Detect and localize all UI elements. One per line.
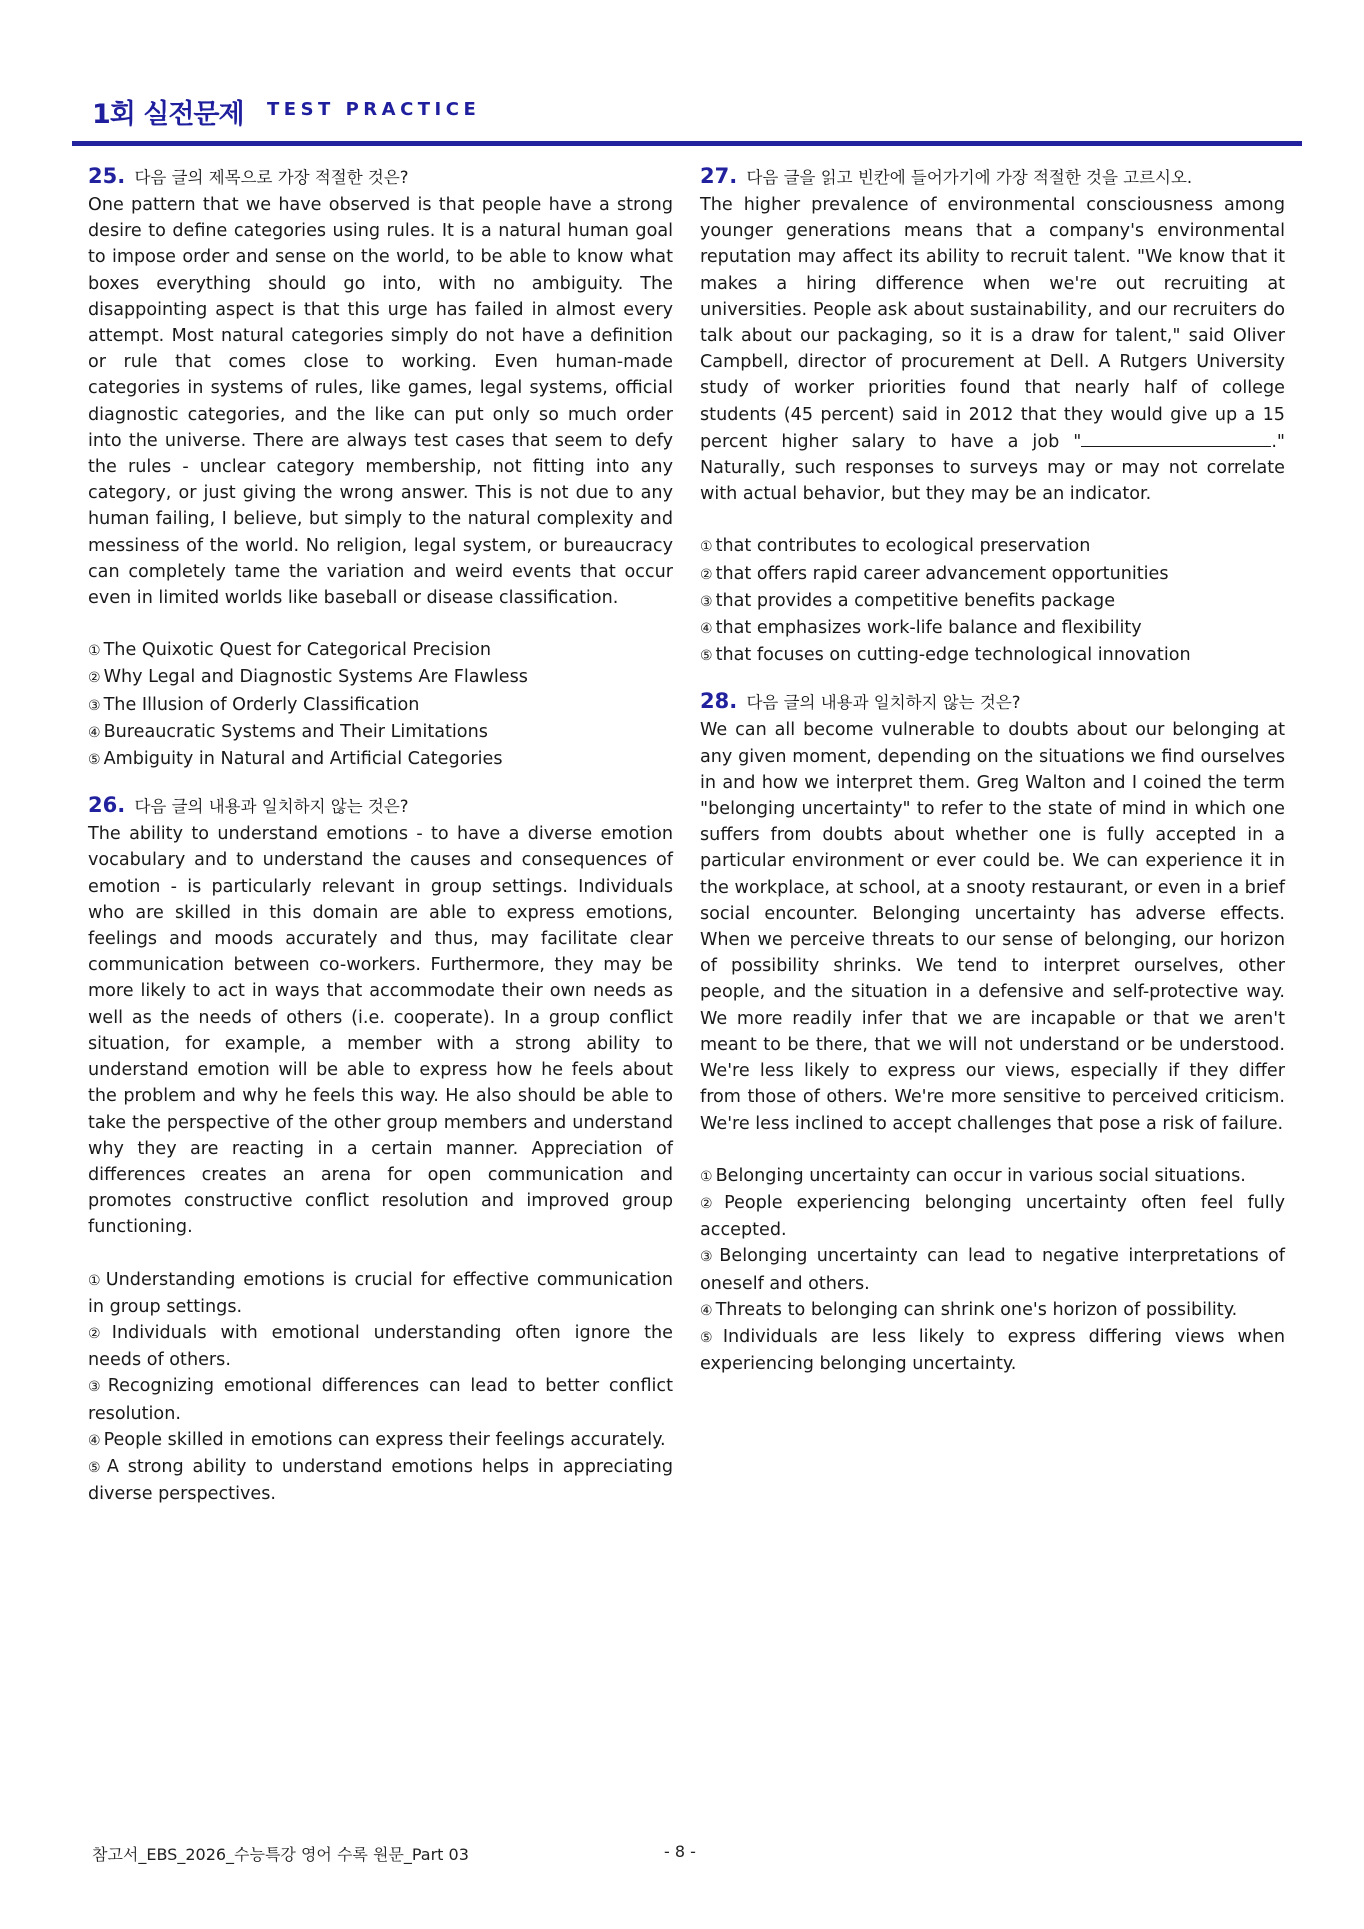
choice-text: A strong ability to understand emotions helps in appreciating diverse perspectives. xyxy=(88,1456,673,1505)
choice-item[interactable] xyxy=(88,1267,673,1320)
passage-before-blank: The higher prevalence of environmental consciousness among younger generations means that a company's environmental reputation may affect its ability to recruit talent. "We know that it makes a hiring difference when we're out recruiting at universities. People ask about sustainability, and our recruiters do talk about our packaging, so it is a draw for talent," said Oliver Campbell, director of procurement at Dell. A Rutgers University study of worker priorities found that nearly half of college students (45 percent) said in 2012 that they would give up a 15 percent higher salary to have a job " xyxy=(700,195,1285,452)
choice-item[interactable] xyxy=(88,692,673,719)
answer-blank xyxy=(1081,428,1271,447)
choice-marker: ③ xyxy=(88,1379,105,1396)
choice-text: The Quixotic Quest for Categorical Precision xyxy=(103,640,491,661)
question-prompt: 다음 글의 내용과 일치하지 않는 것은? xyxy=(746,693,1021,713)
question-number: 25. xyxy=(88,164,126,188)
choice-text: that offers rapid career advancement opportunities xyxy=(715,563,1169,584)
question-26 xyxy=(88,791,673,1507)
choice-item[interactable] xyxy=(700,588,1285,615)
page-title: 1회 실전문제 xyxy=(92,99,244,130)
choice-marker: ① xyxy=(88,1272,103,1289)
footer-reference: 참고서_EBS_2026_수능특강 영어 수록 원문_Part 03 xyxy=(92,1845,469,1864)
answer-choices xyxy=(700,533,1285,669)
choice-text: Individuals are less likely to express differing views when experiencing belonging uncertainty. xyxy=(700,1326,1285,1375)
question-prompt: 다음 글을 읽고 빈칸에 들어가기에 가장 적절한 것을 고르시오. xyxy=(746,168,1193,187)
choice-text: Belonging uncertainty can occur in various social situations. xyxy=(715,1165,1246,1186)
passage-after-blank: ." Naturally, such responses to surveys may or may not correlate with actual behavior, but they may be an indicator. xyxy=(700,431,1285,505)
choice-marker: ④ xyxy=(700,1302,713,1319)
choice-marker: ① xyxy=(700,539,713,556)
question-passage: We can all become vulnerable to doubts about our belonging at any given moment, depending on the situations we find ourselves in and how we interpret them. Greg Walton and I coined the term "belonging uncertainty" to refer to the state of mind in which one suffers from doubts about whether one is fully accepted in a particular environment or ever could be. We can experience it in the workplace, at school, at a snooty restaurant, or even in a brief social encounter. Belonging uncertainty has adverse effects. When we perceive threats to our sense of belonging, our horizon of possibility shrinks. We tend to interpret ourselves, other people, and the situation in a defensive and self-protective way. We more readily infer that we are incapable or that we aren't meant to be there, that we will not understand or be understood. We're less likely to express our views, especially if they differ from those of others. We're more sensitive to perceived criticism. We're less inclined to accept challenges that pose a risk of failure. xyxy=(700,720,1285,1134)
choice-text: that emphasizes work-life balance and flexibility xyxy=(715,618,1142,639)
question-number: 27. xyxy=(700,164,738,188)
choice-item[interactable] xyxy=(700,642,1285,669)
choice-text: Threats to belonging can shrink one's horizon of possibility. xyxy=(715,1299,1238,1320)
choice-text: that focuses on cutting-edge technological innovation xyxy=(715,645,1191,666)
choice-marker: ② xyxy=(88,670,101,687)
question-27 xyxy=(700,162,1285,669)
page-subtitle: TEST PRACTICE xyxy=(267,99,481,120)
choice-text: People skilled in emotions can express their feelings accurately. xyxy=(103,1429,666,1450)
choice-marker: ⑤ xyxy=(700,648,713,665)
choice-item[interactable] xyxy=(700,1297,1285,1324)
choice-item[interactable] xyxy=(88,1454,673,1507)
choice-text: The Illusion of Orderly Classification xyxy=(103,694,420,715)
choice-item[interactable] xyxy=(88,719,673,746)
choice-item[interactable] xyxy=(700,561,1285,588)
choice-text: Recognizing emotional differences can lead to better conflict resolution. xyxy=(88,1376,673,1424)
choice-marker: ① xyxy=(88,643,101,660)
choice-marker: ④ xyxy=(88,1432,101,1449)
choice-marker: ② xyxy=(700,1195,722,1212)
choice-item[interactable] xyxy=(700,1243,1285,1296)
left-column xyxy=(88,162,673,1525)
choice-item[interactable] xyxy=(700,1190,1285,1243)
page-number: - 8 - xyxy=(664,1842,696,1861)
choice-marker: ④ xyxy=(700,621,713,638)
question-28 xyxy=(700,687,1285,1377)
choice-marker: ① xyxy=(700,1168,713,1185)
choice-item[interactable] xyxy=(700,1163,1285,1190)
question-passage xyxy=(700,192,1285,507)
question-header xyxy=(88,791,673,821)
choice-marker: ③ xyxy=(88,697,101,714)
choice-marker: ③ xyxy=(700,1249,717,1266)
header-divider xyxy=(72,141,1302,146)
answer-choices xyxy=(88,1267,673,1508)
choice-marker: ② xyxy=(700,566,713,583)
choice-text: Bureaucratic Systems and Their Limitations xyxy=(103,721,488,742)
choice-item[interactable] xyxy=(88,1320,673,1373)
choice-marker: ⑤ xyxy=(700,1329,720,1346)
choice-item[interactable] xyxy=(88,664,673,691)
question-prompt: 다음 글의 내용과 일치하지 않는 것은? xyxy=(134,797,409,817)
question-number: 28. xyxy=(700,689,738,714)
question-passage: The ability to understand emotions - to have a diverse emotion vocabulary and to understand the causes and consequences of emotion - is particularly relevant in group settings. Individuals who are skilled in this domain are able to express emotions, feelings and moods accurately and thus, may facilitate clear communication between co-workers. Furthermore, they may be more likely to act in ways that accommodate their own needs as well as the needs of others (i.e. cooperate). In a group conflict situation, for example, a member with a strong ability to understand emotion will be able to express how he feels about the problem and why he feels this way. He also should be able to take the perspective of the other group members and understand why they are reacting in a certain manner. Appreciation of differences creates an arena for open communication and promotes constructive conflict resolution and improved group functioning. xyxy=(88,824,673,1238)
answer-choices xyxy=(700,1163,1285,1378)
answer-choices xyxy=(88,637,673,773)
question-25 xyxy=(88,162,673,773)
choice-marker: ④ xyxy=(88,724,101,741)
question-header xyxy=(88,162,673,192)
page-header xyxy=(92,92,1302,142)
question-header xyxy=(700,687,1285,717)
choice-marker: ⑤ xyxy=(88,1459,104,1476)
choice-text: Individuals with emotional understanding often ignore the needs of others. xyxy=(88,1322,673,1371)
choice-item[interactable] xyxy=(88,1373,673,1426)
choice-text: People experiencing belonging uncertainty often feel fully accepted. xyxy=(700,1192,1285,1241)
question-header xyxy=(700,162,1285,192)
choice-text: Understanding emotions is crucial for effective communication in group settings. xyxy=(88,1269,673,1317)
choice-item[interactable] xyxy=(700,533,1285,560)
choice-text: that contributes to ecological preservation xyxy=(715,536,1091,557)
right-column xyxy=(700,162,1285,1395)
choice-marker: ③ xyxy=(700,593,713,610)
question-prompt: 다음 글의 제목으로 가장 적절한 것은? xyxy=(134,168,409,187)
choice-marker: ⑤ xyxy=(88,752,101,769)
choice-text: Why Legal and Diagnostic Systems Are Flawless xyxy=(103,667,528,688)
choice-item[interactable] xyxy=(700,615,1285,642)
question-number: 26. xyxy=(88,793,126,818)
choice-text: that provides a competitive benefits package xyxy=(715,590,1116,611)
choice-text: Belonging uncertainty can lead to negative interpretations of oneself and others. xyxy=(700,1246,1285,1294)
choice-item[interactable] xyxy=(700,1324,1285,1377)
choice-text: Ambiguity in Natural and Artificial Categories xyxy=(103,749,503,770)
question-passage: One pattern that we have observed is that people have a strong desire to define categories using rules. It is a natural human goal to impose order and sense on the world, to be able to know what boxes everything should go into, with no ambiguity. The disappointing aspect is that this urge has failed in almost every attempt. Most natural categories simply do not have a definition or rule that comes close to working. Even human-made categories in systems of rules, like games, legal systems, official diagnostic categories, and the like can put only so much order into the universe. There are always test cases that seem to defy the rules - unclear category membership, not fitting into any category, or just giving the wrong answer. This is not due to any human failing, I believe, but simply to the natural complexity and messiness of the world. No religion, legal system, or bureaucracy can completely tame the variation and weird events that occur even in limited worlds like baseball or disease classification. xyxy=(88,195,673,609)
choice-item[interactable] xyxy=(88,637,673,664)
choice-marker: ② xyxy=(88,1325,109,1342)
choice-item[interactable] xyxy=(88,1427,673,1454)
choice-item[interactable] xyxy=(88,746,673,773)
